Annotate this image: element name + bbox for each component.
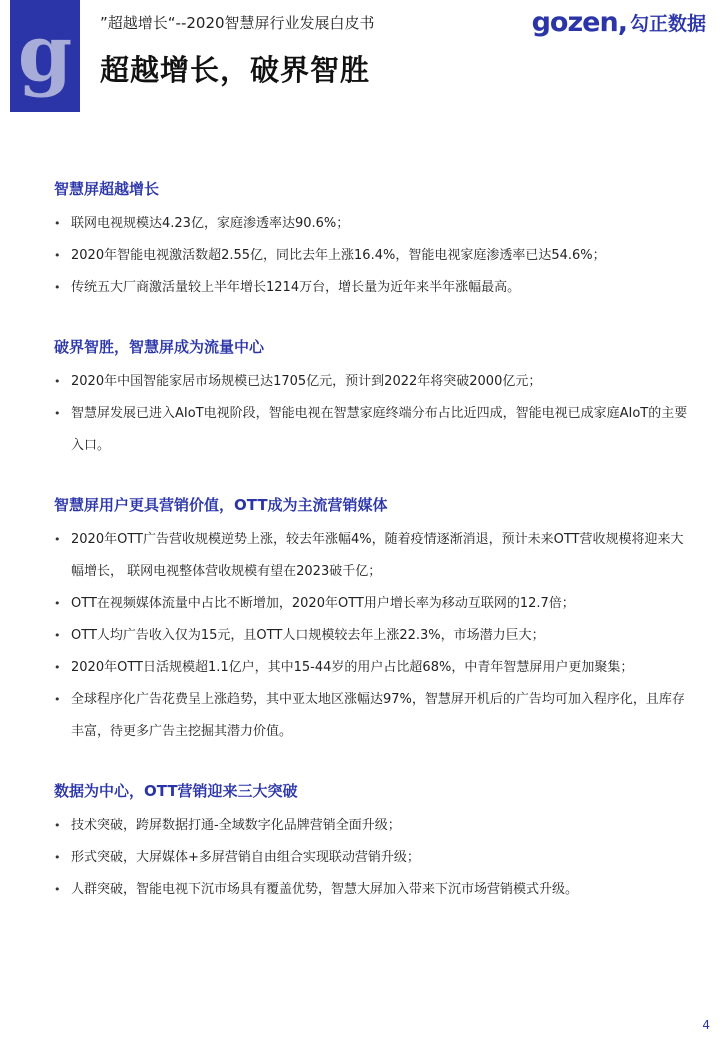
section-4 bbox=[54, 780, 694, 906]
bullet-item: • 联网电视规模达4.23亿，家庭渗透率达90.6%； bbox=[54, 208, 694, 240]
section-3 bbox=[54, 494, 694, 748]
bullet-item: • 2020年OTT日活规模超1.1亿户，其中15-44岁的用户占比超68%，中青年智慧屏用户更加聚集； bbox=[54, 652, 694, 684]
bullet-item: • 2020年OTT广告营收规模逆势上涨，较去年涨幅4%，随着疫情逐渐消退，预计未来OTT营收规模将迎来大幅增长， 联网电视整体营收规模有望在2023破千亿； bbox=[54, 524, 694, 588]
bullet-item: • 传统五大厂商激活量较上半年增长1214万台，增长量为近年来半年涨幅最高。 bbox=[54, 272, 694, 304]
section-1 bbox=[54, 178, 694, 304]
brand-logo-latin: gozen, bbox=[531, 6, 627, 38]
page-heading: 超越增长，破界智胜 bbox=[100, 53, 371, 87]
bullet-item: • 形式突破，大屏媒体+多屏营销自由组合实现联动营销升级； bbox=[54, 842, 694, 874]
bullet-item: • OTT人均广告收入仅为15元，且OTT人口规模较去年上涨22.3%，市场潜力巨大； bbox=[54, 620, 694, 652]
bullet-item: • 技术突破，跨屏数据打通-全域数字化品牌营销全面升级； bbox=[54, 810, 694, 842]
section-title: 数据为中心，OTT营销迎来三大突破 bbox=[54, 782, 298, 800]
report-title: ”超越增长“--2020智慧屏行业发展白皮书 bbox=[100, 14, 375, 32]
bullet-item: • OTT在视频媒体流量中占比不断增加，2020年OTT用户增长率为移动互联网的12.7倍； bbox=[54, 588, 694, 620]
bullet-list bbox=[54, 208, 694, 304]
bullet-list bbox=[54, 810, 694, 906]
bullet-item: • 2020年智能电视激活数超2.55亿，同比去年上涨16.4%，智能电视家庭渗透率已达54.6%； bbox=[54, 240, 694, 272]
bullet-item: • 人群突破，智能电视下沉市场具有覆盖优势，智慧大屏加入带来下沉市场营销模式升级。 bbox=[54, 874, 694, 906]
bullet-item: • 全球程序化广告花费呈上涨趋势，其中亚太地区涨幅达97%，智慧屏开机后的广告均可加入程序化，且库存丰富，待更多广告主挖掘其潜力价值。 bbox=[54, 684, 694, 748]
main-content bbox=[54, 178, 694, 938]
bullet-item: • 2020年中国智能家居市场规模已达1705亿元，预计到2022年将突破2000亿元； bbox=[54, 366, 694, 398]
bullet-list bbox=[54, 366, 694, 462]
page-number: 4 bbox=[702, 1018, 710, 1032]
logo-letter: g bbox=[17, 8, 73, 99]
section-title: 智慧屏用户更具营销价值，OTT成为主流营销媒体 bbox=[54, 496, 388, 514]
logo-block bbox=[10, 0, 80, 112]
section-title: 破界智胜，智慧屏成为流量中心 bbox=[54, 338, 265, 356]
brand-logo bbox=[532, 4, 706, 40]
bullet-item: • 智慧屏发展已进入AIoT电视阶段，智能电视在智慧家庭终端分布占比近四成，智能电视已成家庭AIoT的主要入口。 bbox=[54, 398, 694, 462]
section-2 bbox=[54, 336, 694, 462]
brand-logo-chinese: 勾正数据 bbox=[629, 12, 706, 35]
bullet-list bbox=[54, 524, 694, 748]
section-title: 智慧屏超越增长 bbox=[54, 180, 160, 198]
